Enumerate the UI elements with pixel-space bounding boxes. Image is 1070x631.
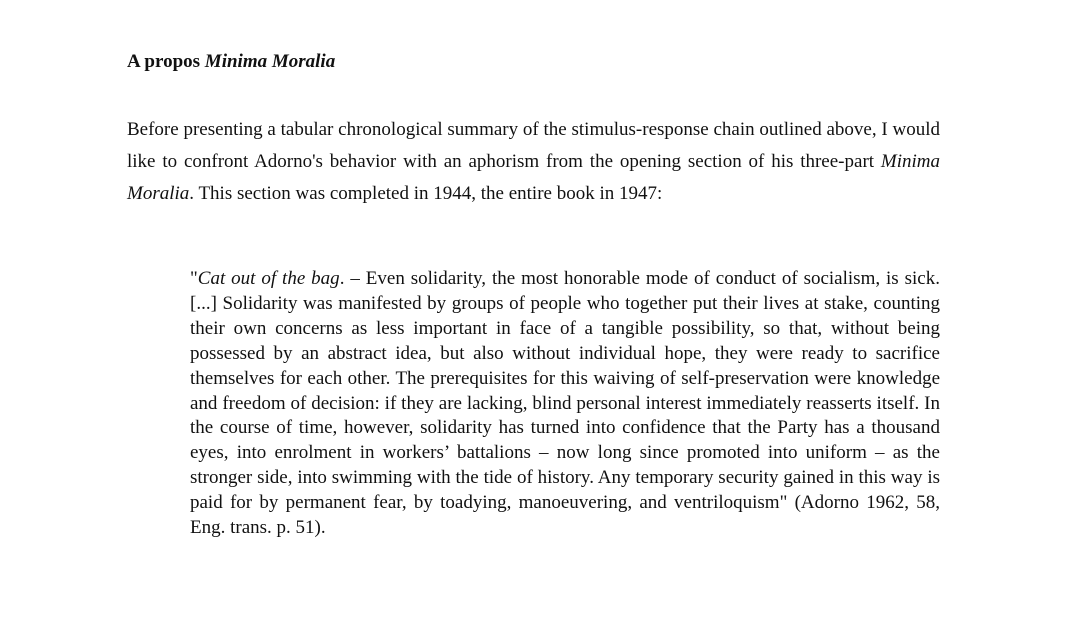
section-heading — [127, 50, 335, 74]
quote-body: . – Even solidarity, the most honorable mode of conduct of socialism, is sick. [...] Solidarity was manifested by groups of people who together put their lives at stake, counting their own concerns as less important in face of a tangible possibility, so that, without being possessed by an abstract idea, but also without individual hope, they were ready to sacrifice themselves for each other. The prerequisites for this waiving of self-preservation were knowledge and freedom of decision: if they are lacking, blind personal interest immediately reasserts itself. In the course of time, however, solidarity has turned into confidence that the Party has a thousand eyes, into enrolment in workers’ battalions – now long since promoted into uniform – as the stronger side, into swimming with the tide of history. Any temporary security gained in this way is paid for by permanent fear, by toadying, manoeuvering, and ventriloquism" (Adorno 1962, 58, Eng. trans. p. 51). — [190, 268, 940, 539]
heading-prefix: A propos — [127, 51, 205, 72]
intro-book-title: Minima Moralia — [127, 151, 940, 204]
intro-text-2: . This section was completed in 1944, the entire book in 1947: — [189, 183, 663, 204]
quote-open-mark: " — [190, 268, 198, 289]
intro-paragraph — [127, 114, 940, 210]
heading-book-title: Minima Moralia — [204, 51, 336, 72]
quote-aphorism-title: Cat out of the bag — [197, 268, 340, 289]
block-quote — [190, 267, 940, 541]
intro-text-1: Before presenting a tabular chronological summary of the stimulus-response chain outlined above, I would like to confront Adorno's behavior with an aphorism from the opening section of his three-part — [127, 119, 940, 172]
